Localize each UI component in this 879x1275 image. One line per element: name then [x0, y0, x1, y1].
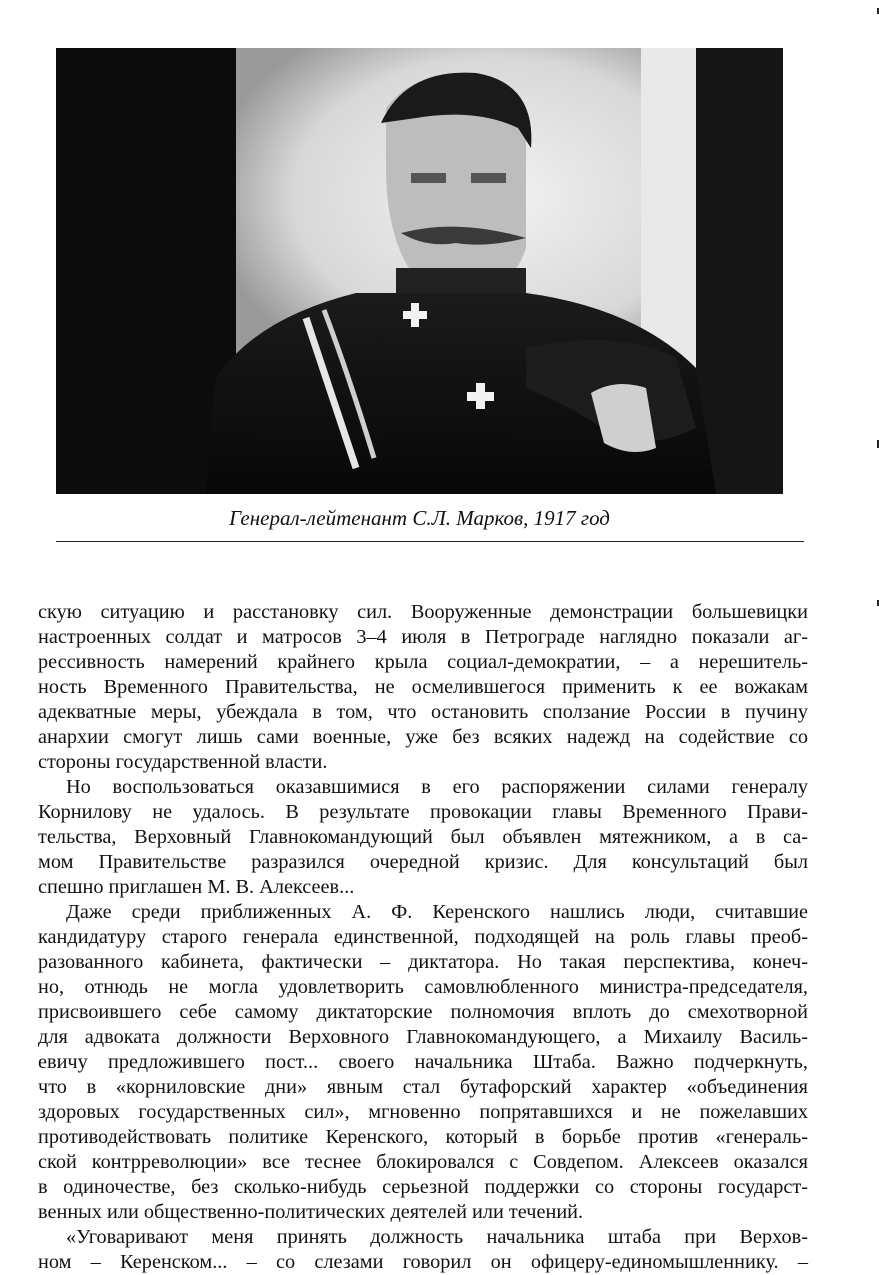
body-text [38, 600, 808, 1275]
text-line: разованного кабинета, фактически – диктатора. Но такая перспектива, конеч- [38, 951, 808, 973]
text-line: адекватные меры, убеждала в том, что остановить сползание России в пучину [38, 701, 808, 723]
text-line: Даже среди приближенных А. Ф. Керенского нашлись люди, считавшие [66, 901, 808, 923]
text-line: «Уговаривают меня принять должность начальника штаба при Верхов- [66, 1226, 808, 1248]
text-line: стороны государственной власти. [38, 751, 328, 773]
text-line: тельства, Верховный Главнокомандующий был объявлен мятежником, а в са- [38, 826, 808, 848]
text-line: противодействовать политике Керенского, который в борьбе против «генераль- [38, 1126, 808, 1148]
text-line: рессивность намерений крайнего крыла социал-демократии, – а нерешитель- [38, 651, 808, 673]
text-line: для адвоката должности Верховного Главнокомандующего, а Михаилу Василь- [38, 1026, 808, 1048]
text-line: Но воспользоваться оказавшимися в его распоряжении силами генералу [66, 776, 808, 798]
text-line: спешно приглашен М. В. Алексеев... [38, 876, 355, 898]
text-line: кандидатуру старого генерала единственной, подходящей на роль главы преоб- [38, 926, 808, 948]
text-line: присвоившего себе самому диктаторские полномочия вплоть до смехотворной [38, 1001, 808, 1023]
text-line: ской контрреволюции» все теснее блокировался с Совдепом. Алексеев оказался [38, 1151, 808, 1173]
text-line: ность Временного Правительства, не осмелившегося применить к ее вожакам [38, 676, 808, 698]
text-line: мом Правительстве разразился очередной кризис. Для консультаций был [38, 851, 808, 873]
portrait-photo-icon [56, 48, 783, 494]
text-line: настроенных солдат и матросов 3–4 июля в Петрограде наглядно показали аг- [38, 626, 808, 648]
text-line: венных или общественно-политических деятелей или течений. [38, 1201, 584, 1223]
text-line: евичу предложившего пост... своего начальника Штаба. Важно подчеркнуть, [38, 1051, 808, 1073]
photo-caption: Генерал-лейтенант С.Л. Марков, 1917 год [229, 506, 610, 530]
text-line: анархии смогут лишь сами военные, уже без всяких надежд на содействие со [38, 726, 808, 748]
portrait-photo [56, 48, 783, 494]
text-line: в одиночестве, без сколько-нибудь серьезной поддержки со стороны государст- [38, 1176, 808, 1198]
text-line: Корнилову не удалось. В результате провокации главы Временного Прави- [38, 801, 808, 823]
text-line: ном – Керенском... – со слезами говорил он офицеру-единомышленнику. – [38, 1251, 808, 1273]
text-line: что в «корниловские дни» явным стал бутафорский характер «объединения [38, 1076, 808, 1098]
caption-divider [56, 541, 804, 542]
text-line: здоровых государственных сил», мгновенно попрятавшихся и не пожелавших [38, 1101, 808, 1123]
text-line: скую ситуацию и расстановку сил. Вооруженные демонстрации большевицки [38, 601, 808, 623]
text-line: но, отнюдь не могла удовлетворить самовлюбленного министра-председателя, [38, 976, 808, 998]
